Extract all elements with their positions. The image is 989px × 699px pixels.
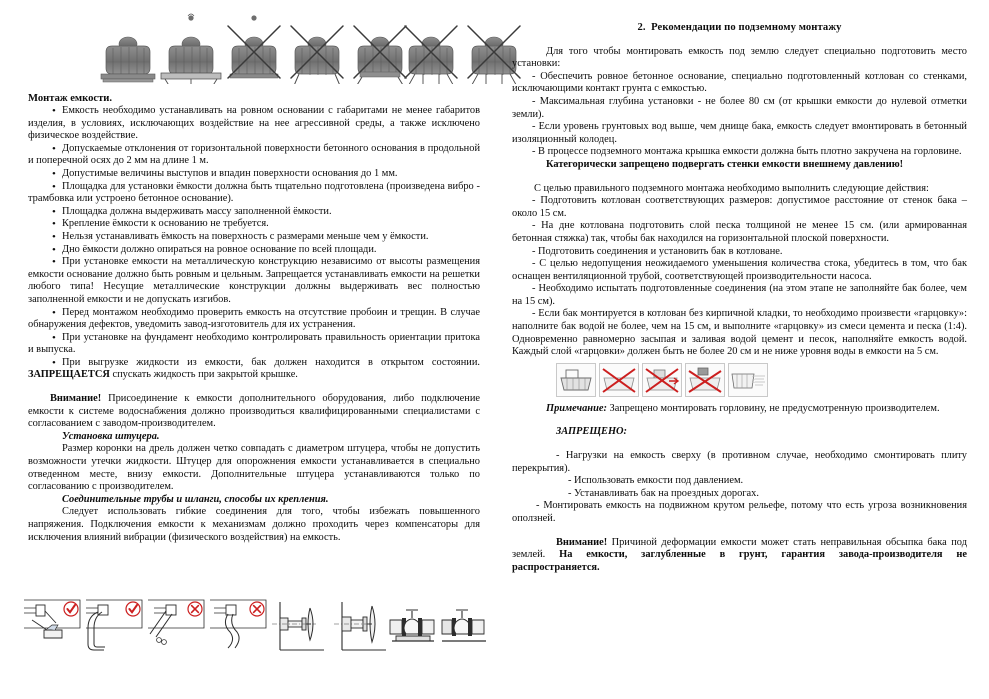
left-text-column [0, 0, 494, 699]
list-item: - Устанавливать бак на проездных дорогах. [568, 487, 759, 499]
neck-crossed-thumb-2 [642, 363, 682, 397]
list-item-text: При выгрузке жидкости из емкости, бак должен находится в открытом состоянии. [62, 356, 480, 368]
neck-crossed-thumb-1 [599, 363, 639, 397]
list-item: - Использовать емкости под давлением. [568, 475, 744, 487]
list-item: - В процессе подземного монтажа крышка емкости должна быть плотно закручена на горловине. [532, 146, 962, 158]
fitting-bent-pipe-correct [86, 600, 142, 650]
valve-supported-detail [390, 610, 434, 641]
actions-intro: С целью правильного подземного монтажа необходимо выполнить следующие действия: [534, 182, 929, 194]
paragraph-pipes-hoses: Следует использовать гибкие соединения для того, чтобы избежать повышенного напряжения. Подключения емкости к механизмам должно проходить через компенсаторы для исключения влияний вибрации (физического воздействия) на емкость. [28, 506, 480, 543]
final-attention-paragraph [512, 537, 967, 575]
neck-crossed-thumb-3 [685, 363, 725, 397]
attention-label: Внимание! [50, 393, 102, 405]
fitting-hose-wrong [210, 600, 266, 648]
list-item: • Площадка должна выдерживать массу заполненной ёмкости. [28, 206, 480, 219]
preparation-list [512, 71, 967, 159]
section-title: Рекомендации по подземному монтажу [651, 22, 842, 33]
neck-diagram-thumb [728, 363, 768, 397]
thumb-svg [557, 364, 595, 396]
list-item: • Допускаемые отклонения от горизонтальной поверхности бетонного основания в продольной и поперечной осях до 2 мм на длине 1 м. [28, 143, 480, 168]
list-item: - Если бак монтируется в котлован без кирпичной кладки, то необходимо произвести «гарцовку»: наполните бак водой не более, чем на 15 см, и выполните «гарцовку» из смеси цемента и песка (1:4). Одновременно равномерно засыпая и заливая водой цемент и песок, наполняйте емкость водой. Каждый слой «гарцовки» должен быть не более 20 см и не ниже уровня воды в емкости на 5 см. [512, 308, 967, 358]
valve-wall-detail-1 [272, 602, 324, 650]
list-item: • Дно ёмкости должно опираться на ровное основание по всей площади. [28, 244, 480, 257]
forbidden-list [512, 450, 967, 526]
left-heading: Монтаж емкости. [28, 93, 113, 104]
list-item: • При установке емкости на металлическую конструкцию независимо от высоты размещения емкости основание должно быть ровным и цельным. Запрещается устанавливать емкости на решетки любого типа! Несущие металлические конструкции должны выдерживать вес полностью заполненной емкости и не допускать изгибов. [28, 256, 480, 306]
underground-intro: Для того чтобы монтировать емкость под землю следует специально подготовить место установки: [512, 45, 967, 70]
fitting-flexible-correct [24, 600, 80, 638]
note-text: Запрещено монтировать горловину, не предусмотренную производителем. [609, 402, 940, 414]
attention-text-bold: На емкости, заглубленные в грунт, гарантия завода-производителя не распространяется. [512, 549, 967, 573]
list-item: • При установке на фундамент необходимо контролировать правильность ориентации притока и выпуска. [28, 332, 480, 357]
forbidden-keyword: ЗАПРЕЩАЕТСЯ [28, 369, 110, 381]
paragraph-fitting-install: Размер коронки на дрель должен четко совпадать с диаметром штуцера, чтобы не допустить возможности утечки жидкости. Штуцер для опорожнения емкости устанавливается в специально отведенном месте, внизу емкости. Дополнительные штуцера устанавливаются только по согласованию с производителем. [28, 443, 480, 493]
attention-label: Внимание! [556, 536, 608, 548]
list-item: - Подготовить котлован соответствующих размеров: допустимое расстояние от стенок бака – около 15 см. [512, 195, 967, 219]
list-item: • Допустимые величины выступов и впадин поверхности основания до 1 мм. [28, 168, 480, 181]
list-item: - Максимальная глубина установки - не более 80 см (от крышки емкости до нулевой отметки земли). [512, 95, 967, 120]
subheading-fitting-install: Установка штуцера. [62, 430, 160, 442]
valve-inline-detail [442, 610, 486, 641]
list-item: - Необходимо испытать подготовленные соединения (на этом этапе не заполняйте бак более, чем на 15 см). [512, 283, 967, 307]
section-number: 2. [637, 22, 646, 33]
thumb-svg [686, 364, 724, 396]
attention-text: Присоединение к емкости дополнительного оборудования, либо подключение емкости к системе водоснабжения должно производиться квалифицированными специалистами с согласованием с заводом-производителем. [28, 393, 480, 430]
fitting-connection-illustration-strip [22, 596, 488, 678]
attention-text: Причиной деформации емкости может стать неправильная обсыпка бака под землей. [512, 536, 967, 561]
list-item: • Площадка для установки ёмкости должна быть тщательно подготовлена (произведена вибро - трамбовка или устроено бетонное основание). [28, 181, 480, 206]
thumb-svg [600, 364, 638, 396]
right-text-column [494, 0, 989, 699]
valve-wall-detail-2 [334, 602, 386, 650]
list-item: - Монтировать емкость на подвижном крутом рельефе, потому что есть угроза возникновения оползней. [512, 500, 967, 524]
forbidden-heading: ЗАПРЕЩЕНО: [556, 426, 627, 438]
neck-thumbnail-row [556, 363, 967, 397]
list-item: - На дне котлована подготовить слой песка толщиной не менее 15 см. (или армированная бетонная стяжка) так, чтобы бак находился на горизонтальной плоской поверхности. [512, 220, 967, 244]
list-item: - Подготовить соединения и установить бак в котловане. [532, 245, 783, 257]
list-item: • Крепление ёмкости к основанию не требуется. [28, 218, 480, 231]
attention-paragraph [28, 393, 480, 431]
actions-list [512, 195, 967, 359]
fitting-rigid-pipe-wrong [148, 600, 204, 644]
list-item: • Нельзя устанавливать ёмкость на поверхность с размерами меньше чем у ёмкости. [28, 231, 480, 244]
list-item: • Емкость необходимо устанавливать на ровном основании с габаритами не менее габаритов изделия, в условиях, исключающих воздействие на нее агрессивной среды, а также исключено физическое воздействие. [28, 105, 480, 143]
pressure-warning: Категорически запрещено подвергать стенки емкости внешнему давлению! [546, 158, 904, 170]
note-label: Примечание: [546, 402, 607, 414]
list-item: • Перед монтажом необходимо проверить емкость на отсутствие пробоин и трещин. В случае обнаружения дефектов, уведомить завод-изготовитель для их устранения. [28, 307, 480, 332]
thumb-svg [729, 364, 767, 396]
note-paragraph [512, 403, 967, 416]
section-heading [512, 22, 967, 35]
list-item: - Нагрузки на емкость сверху (в противном случае, необходимо смонтировать плиту перекрытия). [512, 450, 967, 474]
mounting-bullet-list [28, 105, 480, 382]
list-item: - Обеспечить ровное бетонное основание, специально подготовленный котлован со стенками, исключающими контакт грунта с емкостью. [512, 70, 967, 95]
list-item-tail: спускать жидкость при закрытой крышке. [112, 369, 298, 381]
subheading-pipes-hoses: Соединительные трубы и шланги, способы их крепления. [62, 493, 329, 505]
bottom-strip-svg [22, 596, 488, 678]
list-item-forbidden [28, 357, 480, 382]
list-item: - С целью недопущения неожидаемого уменьшения количества стока, убедитесь в том, что бак оснащен вентиляционной трубой, соответствующей производительности насоса. [512, 258, 967, 282]
neck-correct-thumb [556, 363, 596, 397]
list-item: - Если уровень грунтовых вод выше, чем днище бака, емкость следует вмонтировать в бетонный изоляционный колодец. [512, 121, 967, 145]
thumb-svg [643, 364, 681, 396]
